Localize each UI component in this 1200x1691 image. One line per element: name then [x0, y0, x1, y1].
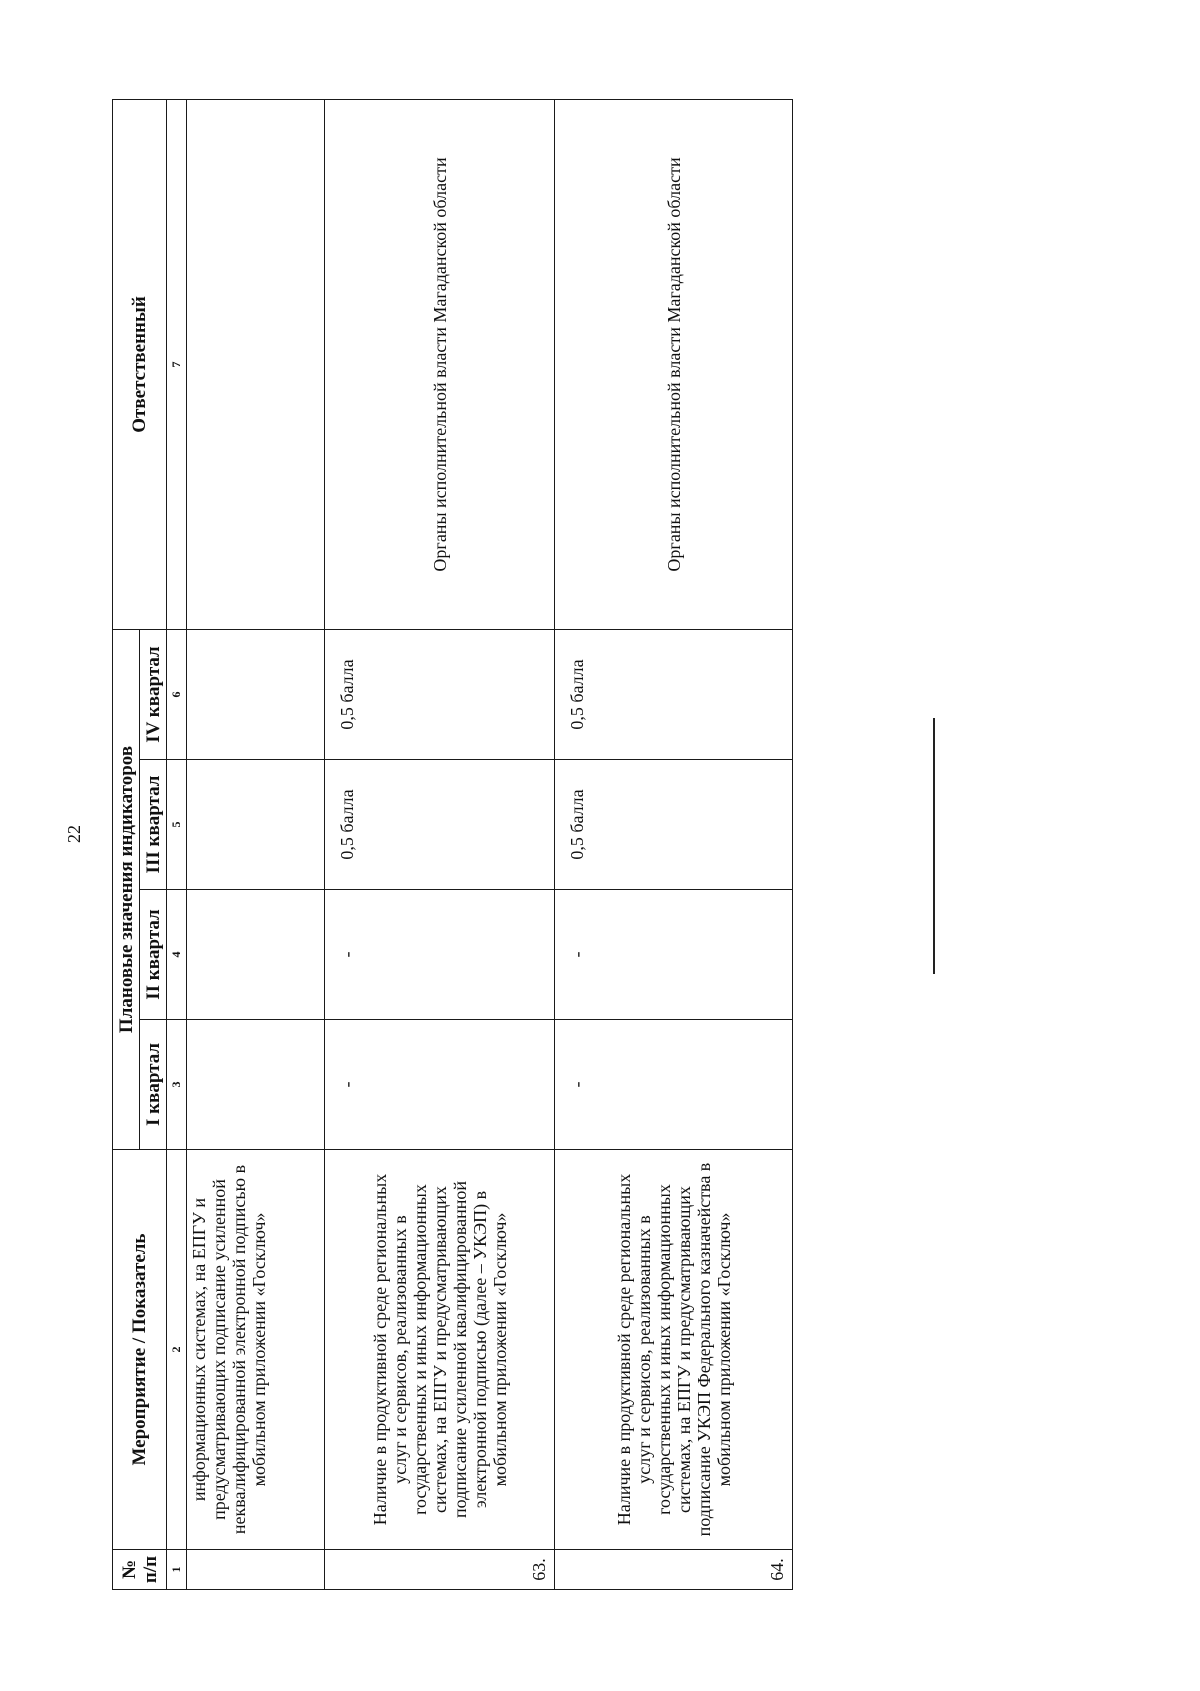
header-q4: IV квартал [140, 629, 167, 759]
q1-value: - [555, 1020, 793, 1150]
header-row-1 [113, 99, 140, 1589]
end-separator-line [933, 718, 935, 974]
header-planned-values: Плановые значения индикаторов [113, 629, 140, 1149]
q2-value: - [555, 890, 793, 1020]
q4-value: 0,5 балла [325, 629, 555, 759]
column-number: 5 [167, 760, 187, 890]
measure-text: Наличие в продуктивной среде региональных услуг и сервисов, реализованных в государственных и иных информационных системах, на ЕПГУ и предусматривающих подписание УКЭП Федерального казначейства в мобильном приложении «Госключ» [555, 1150, 793, 1550]
column-number-row [167, 99, 187, 1589]
header-q2: II квартал [140, 890, 167, 1020]
q2-value [187, 890, 325, 1020]
table-row [555, 99, 793, 1589]
column-number: 3 [167, 1020, 187, 1150]
q4-value [187, 629, 325, 759]
column-number: 2 [167, 1150, 187, 1550]
table-row [187, 99, 325, 1589]
column-number: 6 [167, 629, 187, 759]
rotated-table-container [112, 100, 792, 1590]
q4-value: 0,5 балла [555, 629, 793, 759]
q2-value: - [325, 890, 555, 1020]
row-number: 64. [555, 1550, 793, 1590]
q3-value: 0,5 балла [555, 760, 793, 890]
q3-value: 0,5 балла [325, 760, 555, 890]
measure-text: Наличие в продуктивной среде региональных услуг и сервисов, реализованных в государственных и иных информационных системах, на ЕПГУ и предусматривающих подписание усиленной квалифицированной электронной подписью (далее – УКЭП) в мобильном приложении «Госключ» [325, 1150, 555, 1550]
responsible-text: Органы исполнительной власти Магаданской области [555, 99, 793, 629]
page-number: 22 [64, 825, 84, 843]
table-row [325, 99, 555, 1589]
row-number: 63. [325, 1550, 555, 1590]
header-no: № п/п [113, 1550, 167, 1590]
responsible-text [187, 99, 325, 629]
indicators-table [112, 99, 793, 1590]
row-number [187, 1550, 325, 1590]
header-responsible: Ответственный [113, 99, 167, 629]
responsible-text: Органы исполнительной власти Магаданской области [325, 99, 555, 629]
column-number: 7 [167, 99, 187, 629]
header-q1: I квартал [140, 1020, 167, 1150]
q1-value: - [325, 1020, 555, 1150]
q3-value [187, 760, 325, 890]
measure-text: информационных системах, на ЕПГУ и предусматривающих подписание усиленной неквалифицированной электронной подписью в мобильном приложении «Госключ» [187, 1150, 325, 1550]
header-measure: Мероприятие / Показатель [113, 1150, 167, 1550]
column-number: 1 [167, 1550, 187, 1590]
column-number: 4 [167, 890, 187, 1020]
header-q3: III квартал [140, 760, 167, 890]
q1-value [187, 1020, 325, 1150]
